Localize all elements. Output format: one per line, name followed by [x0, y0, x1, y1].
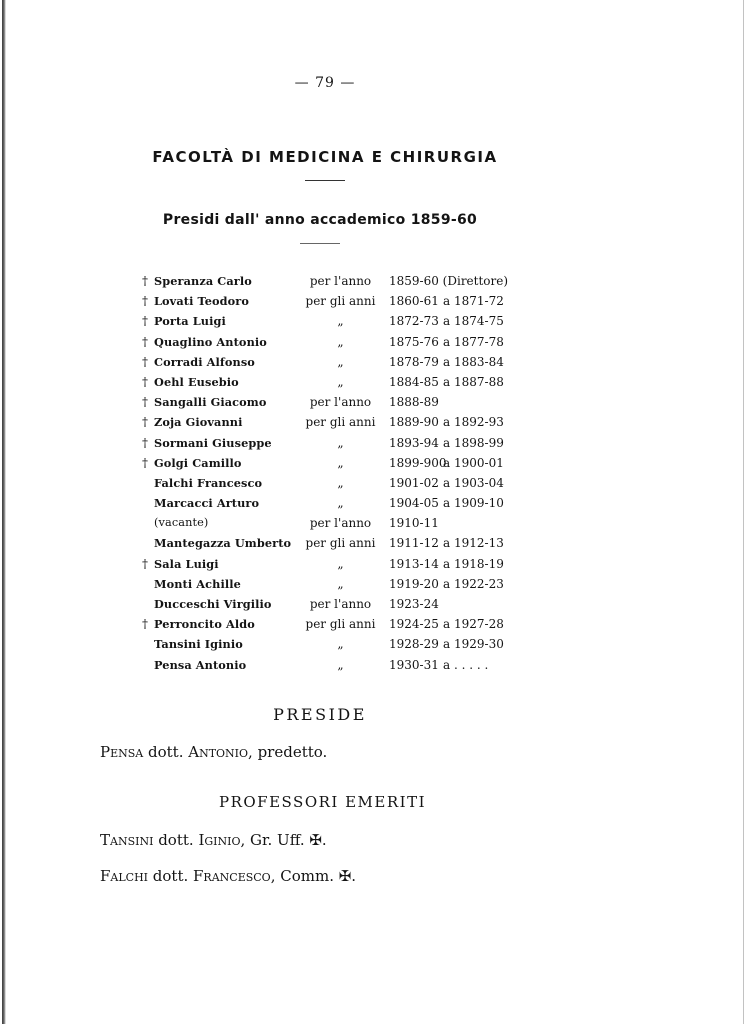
year-from: 1899-900 [389, 455, 447, 470]
year-from: 1911-12 [389, 536, 439, 551]
preside-name: Oehl Eusebio [154, 374, 239, 389]
presidi-list [138, 271, 538, 675]
deceased-cross-icon: † [142, 415, 148, 430]
year-from: 1875-76 [389, 334, 439, 349]
deceased-cross-icon: † [142, 334, 148, 349]
presidi-row [138, 594, 538, 614]
period-label: „ [337, 576, 344, 591]
period-label: „ [337, 637, 344, 652]
faculty-title: FACOLTÀ DI MEDICINA E CHIRURGIA [152, 148, 498, 166]
period-label: per gli anni [305, 536, 376, 551]
period-label: per gli anni [305, 617, 376, 632]
deceased-cross-icon: † [142, 374, 148, 389]
presidi-row [138, 352, 538, 372]
presidi-row [138, 554, 538, 574]
presidi-row [138, 271, 538, 291]
year-from: 1910-11 [389, 516, 439, 531]
preside-name: Ducceschi Virgilio [154, 597, 272, 611]
period-label: per l'anno [309, 395, 372, 410]
presidi-row [138, 311, 538, 331]
period-label: „ [337, 475, 344, 490]
period-label: „ [337, 496, 344, 511]
presidi-row [138, 372, 538, 392]
year-from: 1860-61 [389, 294, 439, 309]
emeritus-title: dott. [153, 831, 199, 849]
year-to: a 1898-99 [443, 435, 504, 450]
preside-surname: Pensa [100, 743, 144, 761]
presidi-row [138, 453, 538, 473]
presidi-row [138, 291, 538, 311]
preside-name: Perroncito Aldo [154, 617, 255, 632]
presidi-row [138, 634, 538, 654]
preside-name: Falchi Francesco [154, 475, 263, 490]
period-label: „ [337, 455, 344, 470]
period-label: per l'anno [309, 274, 372, 288]
presidi-row [138, 533, 538, 553]
year-from: 1913-14 [389, 556, 439, 571]
preside-name: Quaglino Antonio [154, 334, 267, 349]
year-to: a 1892-93 [443, 415, 504, 430]
year-from: 1893-94 [389, 435, 439, 450]
preside-name: Zoja Giovanni [154, 415, 243, 430]
period-label: „ [337, 657, 344, 672]
year-from: 1901-02 [389, 475, 439, 490]
preside-entry [100, 743, 327, 761]
year-from: 1878-79 [389, 354, 439, 369]
year-from: 1924-25 [389, 617, 439, 632]
deceased-cross-icon: † [142, 556, 148, 571]
period-label: per gli anni [305, 415, 376, 430]
deceased-cross-icon: † [142, 455, 148, 470]
preside-name: Sala Luigi [154, 556, 219, 571]
year-from: 1872-73 [389, 314, 439, 329]
preside-name: Marcacci Arturo [154, 496, 260, 511]
year-from: 1930-31 [389, 657, 439, 672]
year-to: a 1887-88 [443, 374, 504, 389]
deceased-cross-icon: † [142, 435, 148, 450]
preside-given-name: Antonio [188, 743, 249, 761]
emeritus-title: dott. [148, 867, 194, 885]
emeriti-heading: PROFESSORI EMERITI [218, 793, 427, 811]
deceased-cross-icon: † [142, 314, 148, 329]
preside-name: Tansini Iginio [154, 637, 243, 652]
deceased-cross-icon: † [142, 294, 148, 309]
presidi-row [138, 412, 538, 432]
presidi-row [138, 433, 538, 453]
presidi-row [138, 473, 538, 493]
period-label: „ [337, 556, 344, 571]
year-from: 1919-20 [389, 576, 439, 591]
preside-name: Lovati Teodoro [154, 294, 249, 309]
year-to: a 1909-10 [443, 496, 504, 511]
year-to: a 1912-13 [443, 536, 504, 551]
preside-name: Pensa Antonio [154, 657, 247, 672]
year-to: a 1922-23 [443, 576, 504, 591]
year-from: 1884-85 [389, 374, 439, 389]
year-to: a 1871-72 [443, 294, 504, 309]
title-rule [305, 180, 345, 181]
year-from: 1928-29 [389, 637, 439, 652]
presidi-row [138, 574, 538, 594]
preside-name: Sormani Giuseppe [154, 435, 272, 450]
presidi-row [138, 614, 538, 634]
year-to: a 1877-78 [443, 334, 504, 349]
scan-right-edge [743, 0, 744, 1024]
page-number: — 79 — [294, 75, 356, 91]
preside-rest: , predetto. [248, 743, 328, 761]
preside-name: Sangalli Giacomo [154, 395, 267, 410]
presidi-row [138, 332, 538, 352]
heading-rule [300, 243, 340, 244]
period-label: „ [337, 314, 344, 329]
period-label: „ [337, 334, 344, 349]
preside-name: Monti Achille [154, 576, 241, 591]
year-to: a 1927-28 [443, 617, 504, 632]
period-label: per l'anno [309, 597, 372, 611]
emeritus-entry [100, 831, 327, 849]
emeritus-rest: , Comm. ✠. [270, 867, 357, 885]
year-to: a 1883-84 [443, 354, 504, 369]
presidi-row [138, 655, 538, 675]
preside-heading: PRESIDE [273, 705, 367, 724]
year-from: 1904-05 [389, 496, 439, 511]
preside-name: Mantegazza Umberto [154, 536, 292, 551]
year-from: 1888-89 [389, 395, 439, 410]
year-to: a 1903-04 [443, 475, 504, 490]
period-label: per gli anni [305, 294, 376, 309]
preside-name: Porta Luigi [154, 314, 226, 329]
preside-name: Golgi Camillo [154, 455, 242, 470]
emeritus-given-name: Iginio [198, 831, 241, 849]
year-from: 1859-60 (Direttore) [389, 274, 509, 288]
year-to: a 1918-19 [443, 556, 504, 571]
presidi-row [138, 513, 538, 533]
period-label: „ [337, 374, 344, 389]
year-from: 1889-90 [389, 415, 439, 430]
preside-name: (vacante) [154, 516, 209, 530]
period-label: „ [337, 435, 344, 450]
period-label: „ [337, 354, 344, 369]
year-from: 1923-24 [389, 597, 439, 611]
year-to: a . . . . . [443, 657, 489, 672]
emeritus-surname: Tansini [100, 831, 154, 849]
preside-name: Speranza Carlo [154, 274, 252, 288]
emeritus-surname: Falchi [100, 867, 149, 885]
presidi-row [138, 392, 538, 412]
preside-name: Corradi Alfonso [154, 354, 255, 369]
emeritus-entry [100, 867, 356, 885]
period-label: per l'anno [309, 516, 372, 531]
emeritus-rest: , Gr. Uff. ✠. [240, 831, 327, 849]
preside-title: dott. [143, 743, 189, 761]
deceased-cross-icon: † [142, 354, 148, 369]
emeritus-given-name: Francesco [193, 867, 271, 885]
deceased-cross-icon: † [142, 395, 148, 410]
deceased-cross-icon: † [142, 274, 148, 288]
presidi-heading: Presidi dall' anno accademico 1859-60 [162, 212, 478, 228]
presidi-row [138, 493, 538, 513]
year-to: a 1900-01 [443, 455, 504, 470]
year-to: a 1874-75 [443, 314, 504, 329]
deceased-cross-icon: † [142, 617, 148, 632]
year-to: a 1929-30 [443, 637, 504, 652]
